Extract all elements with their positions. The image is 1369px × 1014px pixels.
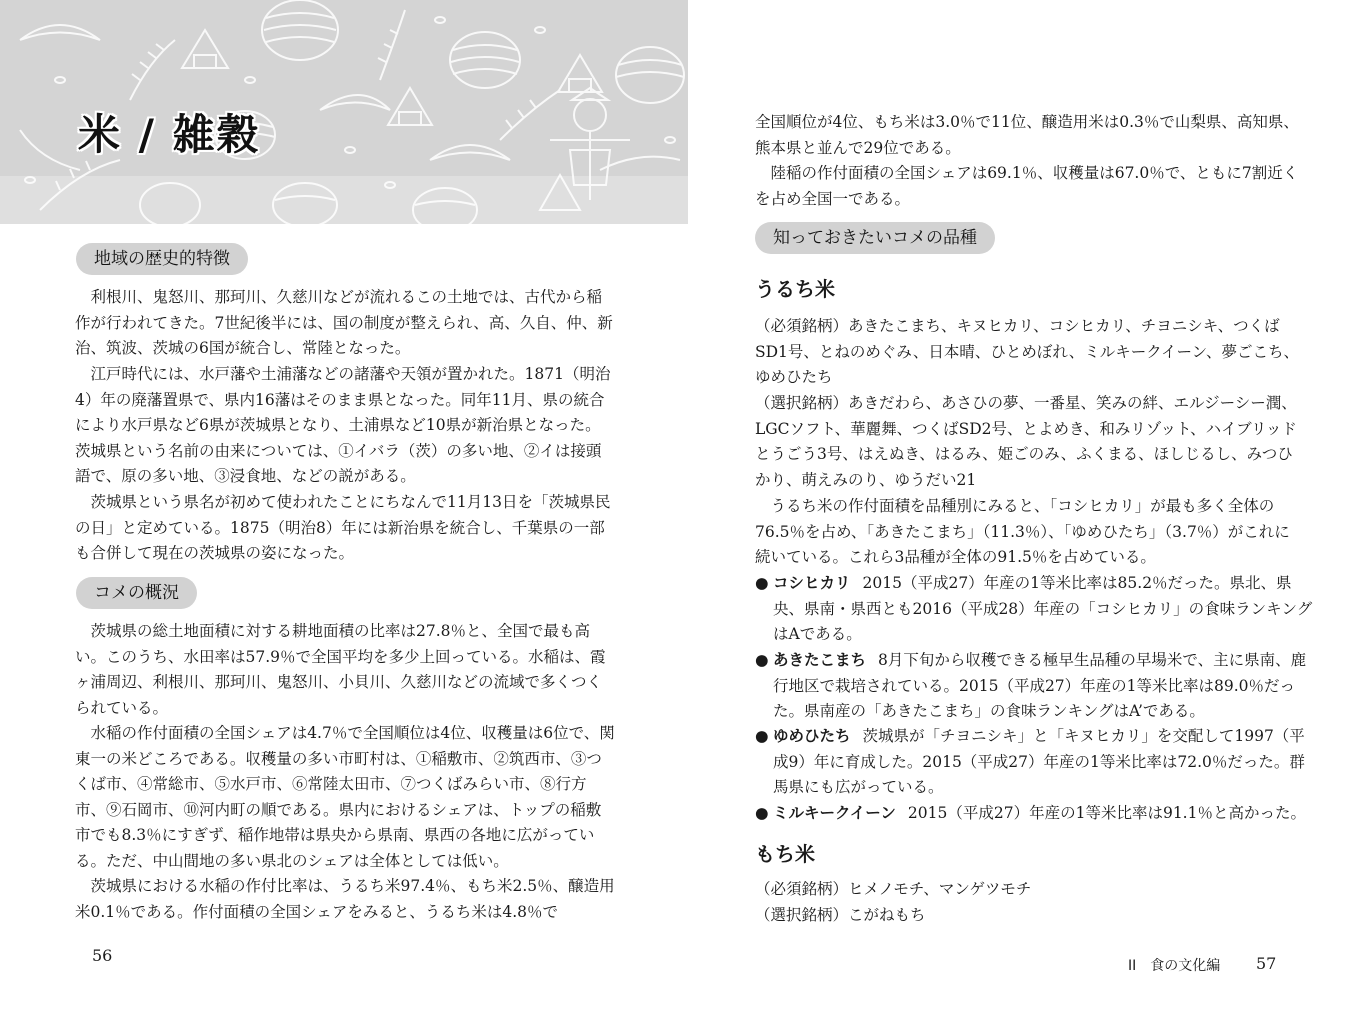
paragraph: 陸稲の作付面積の全国シェアは69.1％、収穫量は67.0％で、ともに7割近くを占め全国一である。 [755, 164, 1299, 208]
paragraph: 江戸時代には、水戸藩や土浦藩などの諸藩や天領が置かれた。1871（明治4）年の廃藩置県で、県内16藩はそのまま県となった。同年11月、県の統合により水戸県など6県が茨城県となり、土浦県など10県が新治県となった。茨城県という名前の由来については、①イバラ（茨）の多い地、②イは接頭語で、原の多い地、③浸食地、などの説がある。 [75, 365, 611, 486]
section-heading-rice-overview: コメの概況 [76, 577, 197, 609]
section-heading-history: 地域の歴史的特徴 [76, 243, 248, 275]
leaf-icon [600, 157, 680, 170]
paragraph: 全国順位が4位、もち米は3.0％で11位、醸造用米は0.3％で山梨県、高知県、熊本県と並んで29位である。 [755, 113, 1299, 157]
rice-bale-icon [450, 32, 520, 88]
variety-description: 2015（平成27）年産の1等米比率は85.2％だった。県北、県央、県南・県西とも2016（平成28）年産の「コシヒカリ」の食味ランキングはAである。 [773, 574, 1313, 644]
paragraph: 茨城県という県名が初めて使われたことにちなんで11月13日を「茨城県民の日」と定めている。1875（明治8）年には新治県を統合し、千葉県の一部も合併して現在の茨城県の姿になった。 [75, 493, 611, 563]
leaf-icon [20, 130, 80, 170]
page-number-left: 56 [92, 946, 113, 965]
rice-ear-icon [500, 90, 560, 140]
page-number-right: 57 [1256, 954, 1277, 973]
leaf-icon [320, 95, 390, 110]
variety-name: あきたこまち [773, 651, 867, 669]
leaf-icon [20, 25, 100, 40]
paragraph: うるち米の作付面積を品種別にみると、「コシヒカリ」が最も多く全体の76.5％を占め、「あきたこまち」（11.3％）、「ゆめひたち」（3.7％）がこれに続いている。これら3品種が全体の91.5％を占めている。 [755, 497, 1290, 567]
running-head: II 食の文化編 [1128, 958, 1221, 974]
subheading-mochi: もち米 [755, 842, 815, 866]
variety-bullet [755, 724, 1318, 801]
variety-description: 8月下旬から収穫できる極早生品種の早場米で、主に県南、鹿行地区で栽培されている。2015（平成27）年産の1等米比率は89.0％だった。県南産の「あきたこまち」の食味ランキングはA’である。 [773, 651, 1307, 721]
required-varieties: （必須銘柄）あきたこまち、キヌヒカリ、コシヒカリ、チヨニシキ、つくばSD1号、とねのめぐみ、日本晴、ひとめぼれ、ミルキークイーン、夢ごこち、ゆめひたち [755, 317, 1299, 387]
paragraph: 利根川、鬼怒川、那珂川、久慈川などが流れるこの土地では、古代から稲作が行われてきた。7世紀後半には、国の制度が整えられ、高、久自、仲、新治、筑波、茨城の6国が統合し、常陸となった。 [75, 288, 613, 358]
selected-varieties: （選択銘柄）こがねもち [755, 906, 926, 924]
required-varieties: （必須銘柄）ヒメノモチ、マンゲツモチ [755, 880, 1032, 898]
bullet-marker: ● [755, 804, 769, 822]
variety-description: 2015（平成27）年産の1等米比率は91.1％と高かった。 [907, 804, 1306, 822]
subheading-uruchi: うるち米 [755, 277, 835, 301]
leaf-icon [430, 145, 510, 160]
variety-bullet [755, 571, 1318, 648]
onigiri-icon [182, 30, 228, 68]
bullet-marker: ● [755, 651, 769, 669]
rice-ear-icon [130, 40, 175, 100]
rice-bale-icon [262, 0, 338, 60]
section-heading-varieties: 知っておきたいコメの品種 [755, 222, 995, 254]
rice-bale-icon [616, 47, 684, 103]
onigiri-icon [388, 88, 432, 125]
bullet-marker: ● [755, 574, 769, 592]
paragraph: 茨城県の総土地面積に対する耕地面積の比率は27.8％と、全国で最も高い。このうち、水田率は57.9％で全国平均を多少上回っている。水稲は、霞ヶ浦周辺、利根川、那珂川、鬼怒川、小貝川、久慈川などの流域で多くつくられている。 [75, 622, 606, 717]
onigiri-icon [558, 55, 602, 92]
selected-varieties: （選択銘柄）あきだわら、あさひの夢、一番星、笑みの絆、エルジーシー潤、LGCソフト、華麗舞、つくばSD2号、とよめき、和みリゾット、ハイブリッドとうごう3号、はえぬき、はるみ、姫ごのみ、ふくまる、ほしじるし、みつひかり、萌えみのり、ゆうだい21 [755, 394, 1297, 489]
variety-bullet [755, 801, 1318, 827]
paragraph: 茨城県における水稲の作付比率は、うるち米97.4％、もち米2.5％、醸造用米0.1％である。作付面積の全国シェアをみると、うるち米は4.8％で [75, 877, 615, 921]
variety-name: ゆめひたち [773, 727, 851, 745]
chapter-title: 米 / 雑穀 [78, 110, 261, 159]
variety-bullet [755, 648, 1318, 725]
rice-ear-icon [378, 10, 405, 80]
variety-name: コシヒカリ [773, 574, 851, 592]
bullet-marker: ● [755, 727, 769, 745]
paragraph: 水稲の作付面積の全国シェアは4.7％で全国順位は4位、収穫量は6位で、関東一の米どころである。収穫量の多い市町村は、①稲敷市、②筑西市、③つくば市、④常総市、⑤水戸市、⑥常陸太田市、⑦つくばみらい市、⑧行方市、⑨石岡市、⑩河内町の順である。県内におけるシェアは、トップの稲敷市でも8.3％にすぎず、稲作地帯は県央から県南、県西の各地に広がっている。ただ、中山間地の多い県北のシェアは全体としては低い。 [75, 724, 615, 870]
variety-description: 茨城県が「チヨニシキ」と「キヌヒカリ」を交配して1997（平成9）年に育成した。2015（平成27）年産の1等米比率は72.0％だった。群馬県にも広がっている。 [773, 727, 1305, 797]
variety-name: ミルキークイーン [773, 804, 896, 822]
